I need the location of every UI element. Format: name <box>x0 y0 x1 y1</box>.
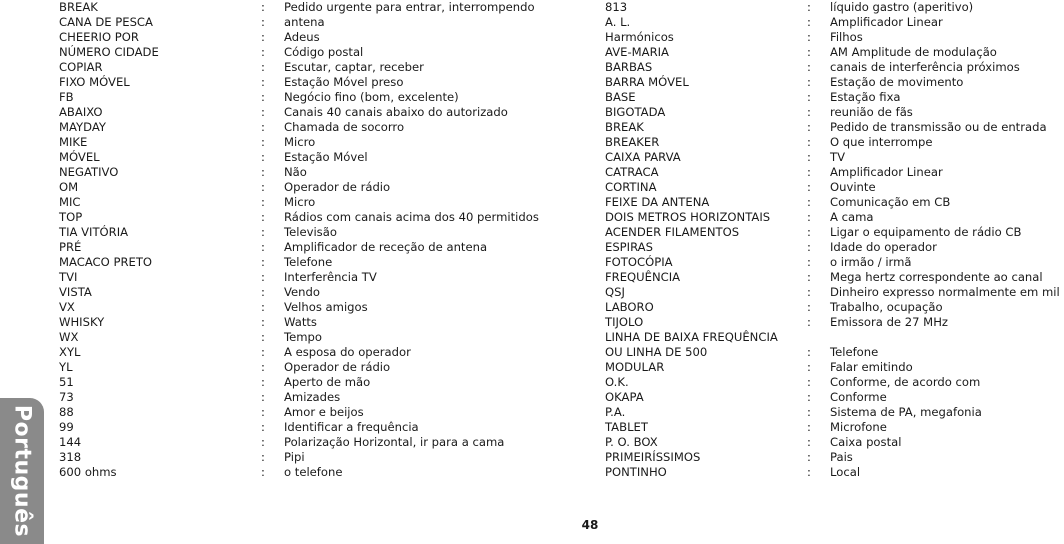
glossary-definition: Micro <box>284 135 316 149</box>
glossary-definition: Amplificador Linear <box>830 165 943 179</box>
glossary-term: 88 <box>59 405 74 419</box>
glossary-definition: Identificar a frequência <box>284 420 419 434</box>
glossary-definition: Trabalho, ocupação <box>830 300 943 314</box>
glossary-term: VX <box>59 300 75 314</box>
glossary-definition: Código postal <box>284 45 364 59</box>
glossary-term: PRÉ <box>59 240 82 254</box>
glossary-separator: : <box>807 120 811 134</box>
glossary-separator: : <box>261 210 265 224</box>
glossary-definition: o telefone <box>284 465 343 479</box>
glossary-separator: : <box>261 420 265 434</box>
glossary-definition: O que interrompe <box>830 135 933 149</box>
glossary-term: P. O. BOX <box>605 435 658 449</box>
glossary-term: 600 ohms <box>59 465 117 479</box>
glossary-term: 73 <box>59 390 74 404</box>
glossary-term: ACENDER FILAMENTOS <box>605 225 740 239</box>
glossary-separator: : <box>261 285 265 299</box>
glossary-term: FOTOCÓPIA <box>605 255 673 269</box>
glossary-separator: : <box>807 90 811 104</box>
glossary-separator: : <box>807 45 811 59</box>
glossary-separator: : <box>807 315 811 329</box>
glossary-definition: Ligar o equipamento de rádio CB <box>830 225 1022 239</box>
glossary-separator: : <box>807 450 811 464</box>
glossary-term: P.A. <box>605 405 626 419</box>
glossary-separator: : <box>807 75 811 89</box>
glossary-definition: Interferência TV <box>284 270 377 284</box>
glossary-separator: : <box>261 105 265 119</box>
glossary-term: 99 <box>59 420 74 434</box>
glossary-separator: : <box>261 150 265 164</box>
glossary-separator: : <box>261 225 265 239</box>
glossary-definition: Chamada de socorro <box>284 120 405 134</box>
glossary-term: MODULAR <box>605 360 665 374</box>
glossary-separator: : <box>261 450 265 464</box>
glossary-term: VISTA <box>59 285 92 299</box>
glossary-term: FREQUÊNCIA <box>605 270 681 284</box>
glossary-term: YL <box>59 360 73 374</box>
glossary-definition: Local <box>830 465 861 479</box>
glossary-separator: : <box>807 195 811 209</box>
glossary-definition: líquido gastro (aperitivo) <box>830 0 974 14</box>
glossary-definition: Não <box>284 165 307 179</box>
glossary-separator: : <box>807 300 811 314</box>
glossary-term: MAYDAY <box>59 120 106 134</box>
glossary-separator: : <box>261 255 265 269</box>
glossary-term: CORTINA <box>605 180 657 194</box>
glossary-separator: : <box>261 465 265 479</box>
glossary-separator: : <box>807 30 811 44</box>
glossary-separator: : <box>261 360 265 374</box>
glossary-separator: : <box>807 390 811 404</box>
glossary-definition: Pedido de transmissão ou de entrada <box>830 120 1047 134</box>
page-number: 48 <box>581 518 599 532</box>
glossary-separator: : <box>807 240 811 254</box>
glossary-separator: : <box>807 435 811 449</box>
glossary-definition: Conforme <box>830 390 887 404</box>
glossary-definition: Sistema de PA, megafonia <box>830 405 982 419</box>
glossary-separator: : <box>261 180 265 194</box>
glossary-definition: Canais 40 canais abaixo do autorizado <box>284 105 508 119</box>
glossary-term: CANA DE PESCA <box>59 15 153 29</box>
glossary-definition: canais de interferência próximos <box>830 60 1020 74</box>
glossary-separator: : <box>261 405 265 419</box>
glossary-separator: : <box>807 255 811 269</box>
glossary-term: BARRA MÓVEL <box>605 75 689 89</box>
glossary-term: 318 <box>59 450 82 464</box>
glossary-separator: : <box>807 150 811 164</box>
glossary-separator: : <box>261 300 265 314</box>
glossary-term: BIGOTADA <box>605 105 666 119</box>
glossary-term: TVI <box>59 270 78 284</box>
glossary-definition: Pedido urgente para entrar, interrompendo <box>284 0 535 14</box>
glossary-separator: : <box>807 0 811 14</box>
language-tab-label: Português <box>9 404 35 538</box>
glossary-separator: : <box>261 270 265 284</box>
glossary-separator: : <box>261 90 265 104</box>
glossary-term: MÓVEL <box>59 150 100 164</box>
glossary-term: 813 <box>605 0 628 14</box>
glossary-term: BREAK <box>605 120 644 134</box>
glossary-term: TABLET <box>605 420 648 434</box>
glossary-term: A. L. <box>605 15 631 29</box>
glossary-definition: Amplificador de receção de antena <box>284 240 488 254</box>
glossary-term: CHEERIO POR <box>59 30 139 44</box>
glossary-definition: Idade do operador <box>830 240 937 254</box>
glossary-term: FB <box>59 90 74 104</box>
glossary-definition: Amplificador Linear <box>830 15 943 29</box>
glossary-separator: : <box>807 15 811 29</box>
glossary-definition: Pipi <box>284 450 305 464</box>
glossary-definition: Watts <box>284 315 317 329</box>
glossary-separator: : <box>807 165 811 179</box>
glossary-definition: Telefone <box>284 255 333 269</box>
glossary-separator: : <box>807 210 811 224</box>
glossary-term: PONTINHO <box>605 465 667 479</box>
glossary-definition: A cama <box>830 210 874 224</box>
glossary-term: Harmónicos <box>605 30 674 44</box>
glossary-separator: : <box>261 390 265 404</box>
glossary-separator: : <box>261 375 265 389</box>
glossary-term: AVE-MARIA <box>605 45 669 59</box>
glossary-term: CATRACA <box>605 165 659 179</box>
glossary-definition: o irmão / irmã <box>830 255 912 269</box>
glossary-term: PRIMEIRÍSSIMOS <box>605 450 701 464</box>
glossary-definition: Micro <box>284 195 316 209</box>
glossary-separator: : <box>807 270 811 284</box>
glossary-definition: Dinheiro expresso normalmente em mil <box>830 285 1060 299</box>
glossary-term: FEIXE DA ANTENA <box>605 195 710 209</box>
glossary-term: LABORO <box>605 300 654 314</box>
glossary-separator: : <box>261 120 265 134</box>
glossary-separator: : <box>807 375 811 389</box>
glossary-term: BASE <box>605 90 636 104</box>
glossary-separator: : <box>261 75 265 89</box>
glossary-term: LINHA DE BAIXA FREQUÊNCIA <box>605 330 778 344</box>
glossary-term: BREAK <box>59 0 98 14</box>
glossary-separator: : <box>807 285 811 299</box>
glossary-term: TIJOLO <box>605 315 644 329</box>
glossary-separator: : <box>807 360 811 374</box>
glossary-definition: Falar emitindo <box>830 360 913 374</box>
glossary-definition: Estação fixa <box>830 90 901 104</box>
glossary-definition: Estação Móvel preso <box>284 75 404 89</box>
glossary-term: TOP <box>59 210 83 224</box>
glossary-separator: : <box>261 165 265 179</box>
glossary-separator: : <box>807 225 811 239</box>
glossary-definition: reunião de fãs <box>830 105 913 119</box>
glossary-separator: : <box>807 420 811 434</box>
glossary-definition: Microfone <box>830 420 887 434</box>
glossary-definition: Tempo <box>284 330 322 344</box>
glossary-definition: Mega hertz correspondente ao canal <box>830 270 1043 284</box>
glossary-definition: TV <box>830 150 846 164</box>
glossary-term: WHISKY <box>59 315 105 329</box>
glossary-definition: Televisão <box>284 225 337 239</box>
glossary-definition: Negócio fino (bom, excelente) <box>284 90 459 104</box>
glossary-separator: : <box>261 45 265 59</box>
glossary-definition: Vendo <box>284 285 320 299</box>
glossary-definition: AM Amplitude de modulação <box>830 45 997 59</box>
glossary-definition: Operador de rádio <box>284 360 391 374</box>
glossary-separator: : <box>261 195 265 209</box>
glossary-term: TIA VITÓRIA <box>59 225 129 239</box>
glossary-term: NÚMERO CIDADE <box>59 45 159 59</box>
glossary-separator: : <box>807 345 811 359</box>
glossary-definition: Polarização Horizontal, ir para a cama <box>284 435 505 449</box>
glossary-definition: Adeus <box>284 30 320 44</box>
glossary-term: O.K. <box>605 375 629 389</box>
glossary-definition: A esposa do operador <box>284 345 411 359</box>
glossary-separator: : <box>261 60 265 74</box>
glossary-definition: Amizades <box>284 390 341 404</box>
glossary-term: CAIXA PARVA <box>605 150 681 164</box>
glossary-definition: Filhos <box>830 30 863 44</box>
glossary-term: MIC <box>59 195 81 209</box>
glossary-definition: Comunicação em CB <box>830 195 951 209</box>
glossary-term: BREAKER <box>605 135 660 149</box>
glossary-term: FIXO MÓVEL <box>59 75 130 89</box>
glossary-definition: Pais <box>830 450 853 464</box>
glossary-definition: Escutar, captar, receber <box>284 60 424 74</box>
glossary-separator: : <box>261 315 265 329</box>
glossary-term: 51 <box>59 375 74 389</box>
glossary-separator: : <box>261 30 265 44</box>
glossary-term: MIKE <box>59 135 88 149</box>
glossary-definition: Caixa postal <box>830 435 902 449</box>
glossary-separator: : <box>261 135 265 149</box>
glossary-separator: : <box>807 405 811 419</box>
glossary-definition: Aperto de mão <box>284 375 371 389</box>
glossary-term: ABAIXO <box>59 105 103 119</box>
glossary-term: OU LINHA DE 500 <box>605 345 708 359</box>
glossary-definition: Conforme, de acordo com <box>830 375 981 389</box>
glossary-term: MACACO PRETO <box>59 255 153 269</box>
glossary-term: OM <box>59 180 79 194</box>
glossary-definition: Ouvinte <box>830 180 876 194</box>
glossary-separator: : <box>807 465 811 479</box>
glossary-separator: : <box>261 240 265 254</box>
glossary-separator: : <box>261 345 265 359</box>
glossary-definition: Operador de rádio <box>284 180 391 194</box>
glossary-separator: : <box>807 180 811 194</box>
glossary-term: OKAPA <box>605 390 644 404</box>
glossary-term: BARBAS <box>605 60 653 74</box>
glossary-term: COPIAR <box>59 60 103 74</box>
glossary-definition: Amor e beijos <box>284 405 364 419</box>
glossary-term: NEGATIVO <box>59 165 119 179</box>
glossary-separator: : <box>261 15 265 29</box>
glossary-term: 144 <box>59 435 82 449</box>
glossary-definition: Estação Móvel <box>284 150 368 164</box>
glossary-term: WX <box>59 330 79 344</box>
glossary-separator: : <box>807 135 811 149</box>
glossary-term: QSJ <box>605 285 625 299</box>
glossary-separator: : <box>261 0 265 14</box>
glossary-definition: Velhos amigos <box>284 300 368 314</box>
glossary-definition: Emissora de 27 MHz <box>830 315 948 329</box>
glossary-separator: : <box>807 105 811 119</box>
glossary-definition: Estação de movimento <box>830 75 964 89</box>
glossary-definition: Telefone <box>830 345 879 359</box>
glossary-definition: Rádios com canais acima dos 40 permitidos <box>284 210 539 224</box>
glossary-term: XYL <box>59 345 81 359</box>
glossary-separator: : <box>807 60 811 74</box>
glossary-term: DOIS METROS HORIZONTAIS <box>605 210 771 224</box>
glossary-separator: : <box>261 330 265 344</box>
glossary-term: ESPIRAS <box>605 240 653 254</box>
glossary-separator: : <box>261 435 265 449</box>
glossary-definition: antena <box>284 15 325 29</box>
